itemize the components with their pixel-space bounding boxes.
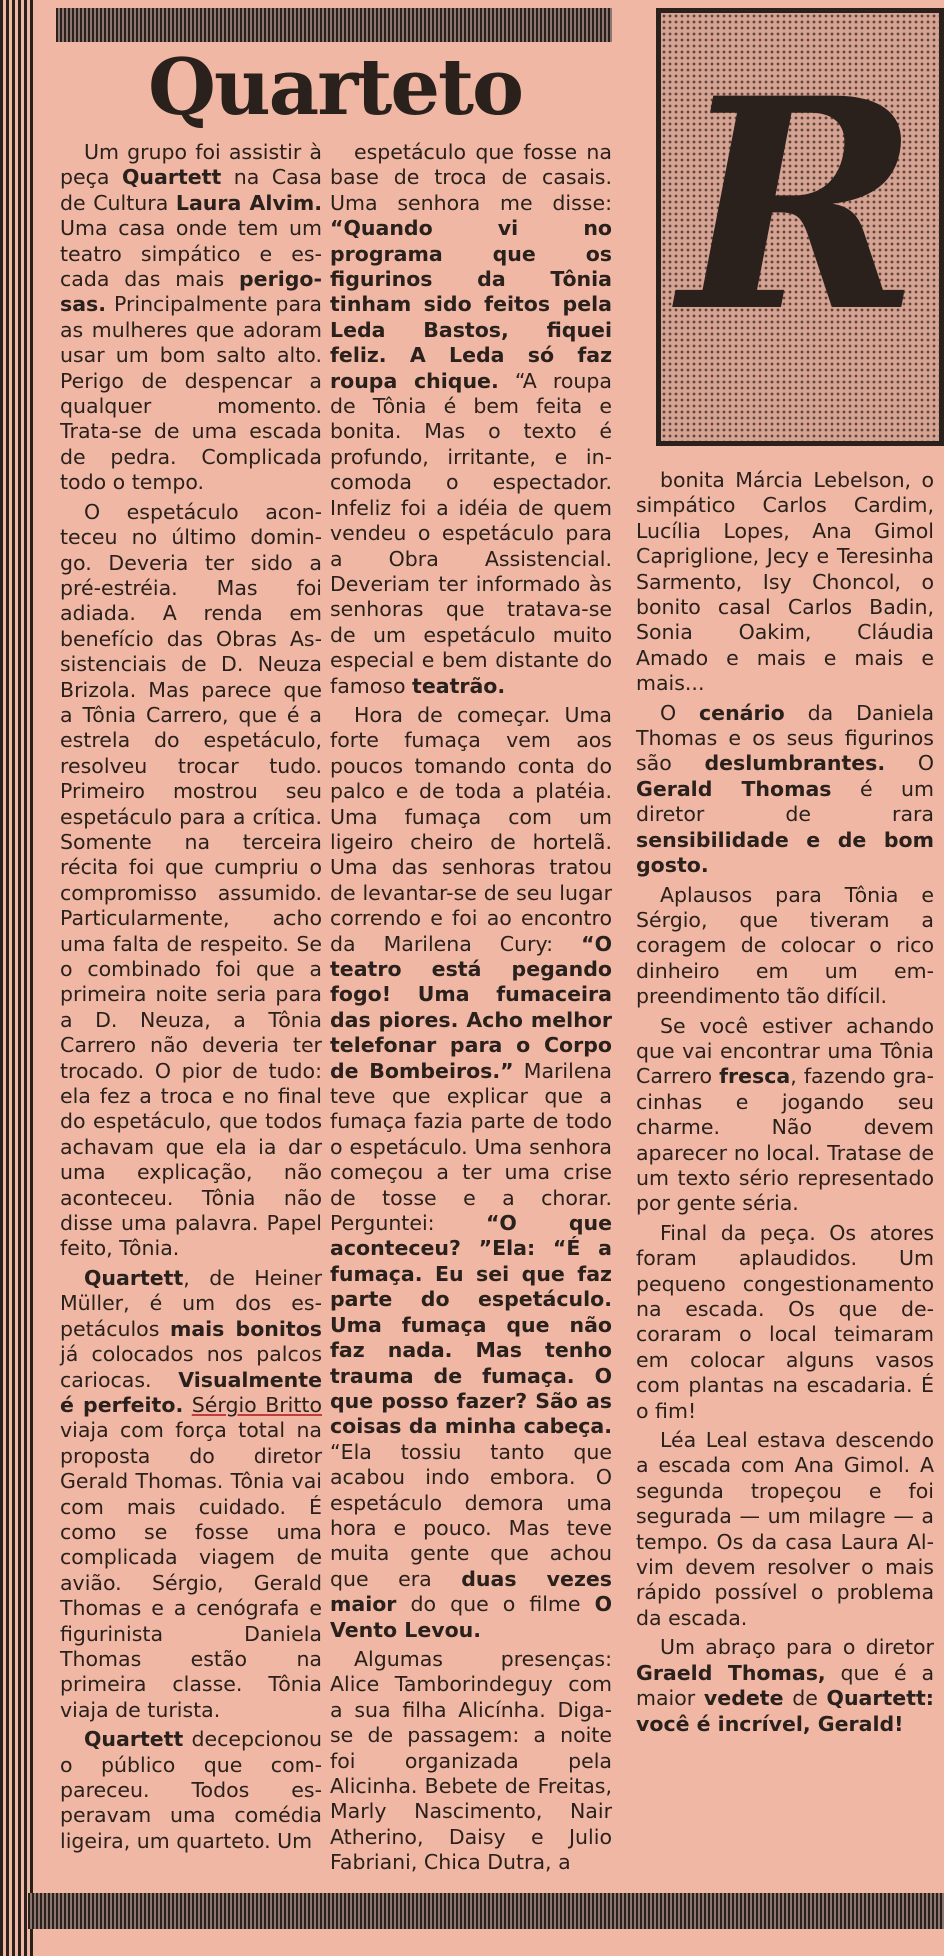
text-run: O Vento Levou. <box>330 1592 612 1642</box>
paragraph <box>636 1635 934 1737</box>
paragraph <box>60 1266 322 1723</box>
text-run: Se você estiver achando que vai encontrar uma Tônia Carrero <box>636 1013 934 1089</box>
text-run: bonita Márcia Lebelson, o simpático Carlos Cardim, Lucília Lopes, Ana Gimol Capriglione, Jecy e Teresinha Sarmento, Isy Choncol, o bonito casal Carlos Badin, Sonia Oakim, Cláudia Amado e mais e mais e mais... <box>636 468 934 696</box>
text-run: “Ela tossiu tanto que acabou indo embora. O espetáculo demora uma hora e pouco. Mas teve muita gente que achou que era <box>330 1439 612 1591</box>
text-run: , fazendo gracinhas e jogando seu charme. Não devem aparecer no local. Tratase de um texto sério representado por gente séria. <box>636 1064 934 1216</box>
text-run: já colocados nos palcos cariocas. <box>60 1342 322 1392</box>
text-run: fresca <box>719 1064 791 1089</box>
text-run: Uma casa onde tem um teatro simpático e escada das mais <box>60 216 322 292</box>
text-run: Léa Leal estava descendo a escada com Ana Gimol. A segunda tropeçou e foi segurada — um milagre — a tempo. Os da casa Laura Alvim devem resolver o mais rápido possível o problema da escada. <box>636 1428 934 1630</box>
text-run: Quartett <box>84 1727 184 1752</box>
text-run: mais bonitos <box>169 1316 322 1341</box>
text-run: viaja com força total na proposta do diretor Gerald Thomas. Tônia vai com mais cuidado. É como se fosse uma complicada viagem de avião. Sérgio, Gerald Thomas e a cenógrafa e figurinista Daniela Thomas estão na primeira classe. Tônia viaja de turista. <box>60 1418 322 1722</box>
text-run: duas vezes maior <box>330 1566 612 1617</box>
text-run: deslumbrantes. <box>704 751 886 776</box>
top-decorative-band <box>56 8 612 42</box>
text-run: Um grupo foi assistir à peça <box>60 140 322 190</box>
article-column-3 <box>636 468 934 1741</box>
paragraph <box>60 1727 322 1854</box>
photo-handwritten-letter: R <box>679 36 921 376</box>
text-run: Gerald Thomas <box>636 776 832 801</box>
text-run: Laura Alvim. <box>175 190 322 215</box>
paragraph <box>636 1221 934 1424</box>
text-run: O espetáculo aconteceu no último domingo. Deveria ter sido a pré-estréia. Mas foi adiada. A renda em benefício das Obras Assistenciais de D. Neuza Brizola. Mas parece que a Tônia Carrero, que é a estrela do espetáculo, resolveu trocar tudo. Primeiro mostrou seu espetáculo para a crítica. Somente na terceira récita foi que cumpriu o compromisso assumido. Particularmente, acho uma falta de respeito. Se o combinado foi que a primeira noite seria para a D. Neuza, a Tônia Carrero não deveria ter trocado. O pior de tudo: ela fez a troca e no final do espetáculo, que todos achavam que ela ia dar uma explicação, não aconteceu. Tônia não disse uma palavra. Papel feito, Tônia. <box>60 499 322 1261</box>
text-run: “Quando vi no programa que os figurinos da Tônia tinham sido feitos pela Leda Bastos, fiquei feliz. A Leda só faz roupa chique. <box>330 216 612 393</box>
paragraph <box>636 883 934 1010</box>
paragraph <box>330 703 612 1643</box>
text-run: Quartett: você é incrível, Gerald! <box>636 1686 934 1736</box>
paragraph <box>60 500 322 1262</box>
text-run: Marilena teve que explicar que a fumaça fazia parte de todo o espetáculo. Uma senhora começou a ter uma crise de tosse e a chorar. Perguntei: <box>330 1058 612 1236</box>
text-run: sensibilidade e de bom gosto. <box>636 827 934 878</box>
text-run: Aplausos para Tônia e Sérgio, que tiveram a coragem de colocar o rico dinheiro em um empreendimento tão difícil. <box>636 882 934 1009</box>
paragraph <box>330 140 612 699</box>
paragraph <box>330 1647 612 1876</box>
text-run: perigosas. <box>60 267 322 317</box>
text-run: Quartett <box>84 1265 184 1290</box>
text-run: O <box>885 751 934 776</box>
text-run: do que o filme <box>396 1592 595 1617</box>
text-run: Sérgio Britto <box>191 1392 322 1417</box>
text-run: , de Heiner Müller, é um dos espetáculos <box>60 1265 322 1341</box>
bottom-decorative-band <box>28 1893 944 1929</box>
text-run: Final da peça. Os atores foram aplaudidos. Um pequeno congestionamento na escada. Os que decoraram o local teimaram em colocar alguns vasos com plantas na escadaria. É o fim! <box>636 1220 934 1423</box>
text-run: “O que aconteceu? ”Ela: “É a fumaça. Eu sei que faz parte do espetáculo. Uma fumaça que não faz nada. Mas tenho trauma de fumaça. O que posso fazer? São as coisas da minha cabeça. <box>330 1211 612 1439</box>
text-run: decepcionou o público que compareceu. Todos esperavam uma comédia ligeira, um quarteto. Um <box>60 1727 322 1853</box>
left-border-rule <box>0 0 34 1956</box>
text-run <box>183 1393 192 1417</box>
text-run: teatrão. <box>412 673 506 698</box>
text-run: “A roupa de Tônia é bem feita e bonita. Mas o texto é profundo, irritante, e incomoda o espectador. Infeliz foi a idéia de quem vendeu o espetáculo para a Obra Assistencial. Deveriam ter informado às senhoras que tratava-se de um espetáculo muito especial e bem distante do famoso <box>330 368 612 698</box>
paragraph <box>636 701 934 879</box>
text-run: espetáculo que fosse na base de troca de casais. Uma senhora me disse: <box>330 140 612 215</box>
photo-illustration <box>656 8 944 446</box>
text-run: Um abraço para o diretor <box>660 1635 934 1660</box>
text-run: de <box>783 1686 827 1711</box>
text-run: cenário <box>699 700 785 725</box>
paragraph <box>636 468 934 697</box>
text-run: Visualmente é perfeito. <box>60 1367 322 1417</box>
text-run: Principalmente para as mulheres que adoram usar um bom salto alto. Perigo de despencar a qualquer momento. Trata-se de uma escada de pedra. Complicada todo o tempo. <box>60 292 322 495</box>
article-title: Quarteto <box>148 42 522 133</box>
text-run: Quartett <box>121 165 222 190</box>
text-run: Graeld Thomas, <box>636 1660 826 1685</box>
article-column-2 <box>330 140 612 1880</box>
text-run: Algumas presenças: Alice Tamborindeguy com a sua filha Alicínha. Diga-se de passagem: a noite foi organizada pela Alicinha. Bebete de Freitas, Marly Nascimento, Nair Atherino, Daisy e Julio Fabriani, Chica Dutra, a <box>330 1646 612 1875</box>
text-run: Hora de começar. Uma forte fumaça vem aos poucos tomando conta do palco e de toda a platéia. Uma fumaça com um ligeiro cheiro de hortelã. Uma das senhoras tratou de levantar-se de seu lugar correndo e foi ao encontro da Marilena Cury: <box>330 702 612 956</box>
text-run: vedete <box>703 1686 784 1711</box>
text-run: que é a maior <box>636 1660 935 1711</box>
paragraph <box>60 140 322 496</box>
text-run: da Daniela Thomas e os seus figurinos são <box>636 700 935 776</box>
article-column-1 <box>60 140 322 1858</box>
paragraph <box>636 1428 934 1631</box>
text-run: “O teatro está pegando fogo! Uma fumaceira das piores. Acho melhor telefonar para o Corpo de Bombeiros.” <box>330 931 612 1083</box>
paragraph <box>636 1014 934 1217</box>
text-run: O <box>660 700 700 725</box>
text-run: é um diretor de rara <box>636 776 934 827</box>
text-run: na Casa de Cultura <box>60 165 322 215</box>
